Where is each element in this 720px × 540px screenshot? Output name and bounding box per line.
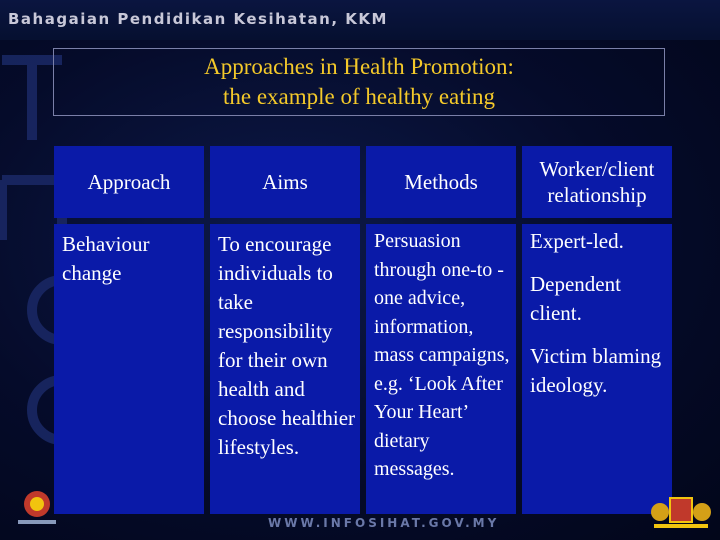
header-relationship: Worker/client relationship xyxy=(522,146,672,218)
relationship-expert-led: Expert-led. xyxy=(530,229,624,253)
slide-title xyxy=(54,52,664,112)
header-aims: Aims xyxy=(210,146,360,218)
cell-aims: To encourage individuals to take responsibility for their own health and choose healthier lifestyles. xyxy=(210,224,360,514)
title-line-2: the example of healthy eating xyxy=(222,84,496,109)
header-bar xyxy=(0,0,720,40)
coat-of-arms-icon xyxy=(648,492,714,530)
title-box xyxy=(53,48,665,116)
ministry-logo-icon xyxy=(14,488,60,528)
cell-approach: Behaviour change xyxy=(54,224,204,514)
relationship-victim-blaming: Victim blaming ideology. xyxy=(530,344,662,397)
cell-relationship xyxy=(522,224,672,514)
title-line-1: Approaches in Health Promotion: xyxy=(204,54,514,79)
relationship-dependent-client: Dependent client. xyxy=(530,272,621,325)
header-approach: Approach xyxy=(54,146,204,218)
footer-url: WWW.INFOSIHAT.GOV.MY xyxy=(268,516,500,530)
cell-methods: Persuasion through one-to -one advice, information, mass campaigns, e.g. ‘Look After Your Heart’ dietary messages. xyxy=(366,224,516,514)
org-name: Bahagaian Pendidikan Kesihatan, KKM xyxy=(8,10,388,28)
header-methods: Methods xyxy=(366,146,516,218)
